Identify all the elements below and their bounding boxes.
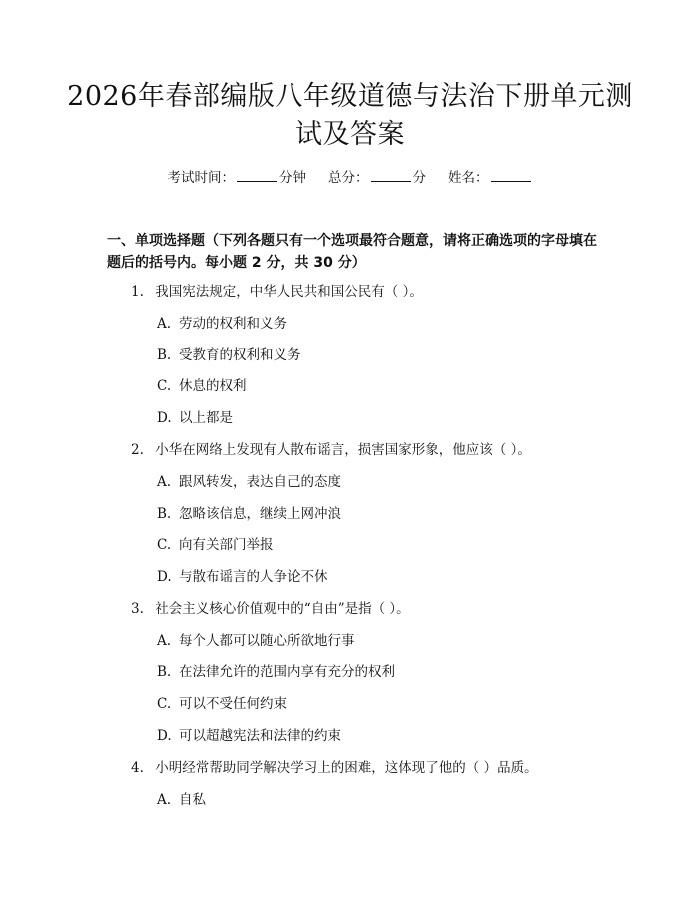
time-unit: 分钟: [279, 170, 306, 186]
option-text: 跟风转发，表达自己的态度: [179, 474, 341, 490]
question-number: 1.: [131, 284, 144, 300]
option-text: 在法律允许的范围内享有充分的权利: [179, 664, 395, 680]
question-text: 我国宪法规定，中华人民共和国公民有（ ）。: [155, 284, 423, 300]
option-1c: [157, 377, 247, 395]
question-text: 小明经常帮助同学解决学习上的困难，这体现了他的（ ）品质。: [155, 760, 538, 776]
option-letter: A.: [157, 633, 172, 649]
name-blank: [491, 168, 531, 182]
score-unit: 分: [412, 170, 426, 186]
option-text: 向有关部门举报: [179, 537, 274, 553]
option-letter: C.: [157, 696, 172, 712]
option-text: 每个人都可以随心所欲地行事: [179, 633, 355, 649]
option-2d: [157, 568, 328, 586]
option-text: 可以超越宪法和法律的约束: [179, 728, 341, 744]
option-letter: D.: [157, 728, 172, 744]
option-3c: [157, 695, 287, 713]
time-blank: [237, 168, 277, 182]
question-1: [131, 283, 423, 301]
option-text: 劳动的权利和义务: [179, 316, 287, 332]
option-letter: B.: [157, 347, 172, 363]
section-heading: 一、单项选择题（下列各题只有一个选项最符合题意，请将正确选项的字母填在题后的括号内。每小题 2 分，共 30 分）: [107, 233, 597, 271]
option-text: 以上都是: [179, 410, 233, 426]
document-title: 2026年春部编版八年级道德与法治下册单元测试及答案: [67, 81, 633, 150]
option-text: 忽略该信息，继续上网冲浪: [179, 506, 341, 522]
option-letter: B.: [157, 506, 172, 522]
option-text: 自私: [179, 792, 206, 808]
option-3a: [157, 632, 355, 650]
question-text: 社会主义核心价值观中的“自由”是指（ ）。: [155, 601, 410, 617]
option-letter: C.: [157, 537, 172, 553]
option-letter: C.: [157, 378, 172, 394]
option-letter: D.: [157, 569, 172, 585]
option-text: 休息的权利: [179, 378, 247, 394]
option-text: 受教育的权利和义务: [179, 347, 301, 363]
option-2b: [157, 505, 341, 523]
option-letter: A.: [157, 316, 172, 332]
question-2: [131, 441, 531, 459]
option-text: 可以不受任何约束: [179, 696, 287, 712]
question-text: 小华在网络上发现有人散布谣言，损害国家形象，他应该（ ）。: [155, 442, 531, 458]
exam-meta-line: [0, 168, 700, 187]
option-2c: [157, 536, 274, 554]
option-letter: B.: [157, 664, 172, 680]
score-label: 总分：: [328, 170, 369, 186]
question-number: 3.: [131, 601, 144, 617]
name-label: 姓名：: [448, 170, 489, 186]
option-2a: [157, 473, 341, 491]
question-3: [131, 600, 410, 618]
question-4: [131, 759, 538, 777]
option-letter: A.: [157, 474, 172, 490]
option-3d: [157, 727, 341, 745]
option-text: 与散布谣言的人争论不休: [179, 569, 328, 585]
question-number: 2.: [131, 442, 144, 458]
option-4a: [157, 791, 206, 809]
option-letter: A.: [157, 792, 172, 808]
option-1b: [157, 346, 301, 364]
option-1d: [157, 409, 233, 427]
option-letter: D.: [157, 410, 172, 426]
score-blank: [371, 168, 411, 182]
option-3b: [157, 663, 395, 681]
option-1a: [157, 315, 287, 333]
question-number: 4.: [131, 760, 144, 776]
time-label: 考试时间：: [167, 170, 235, 186]
